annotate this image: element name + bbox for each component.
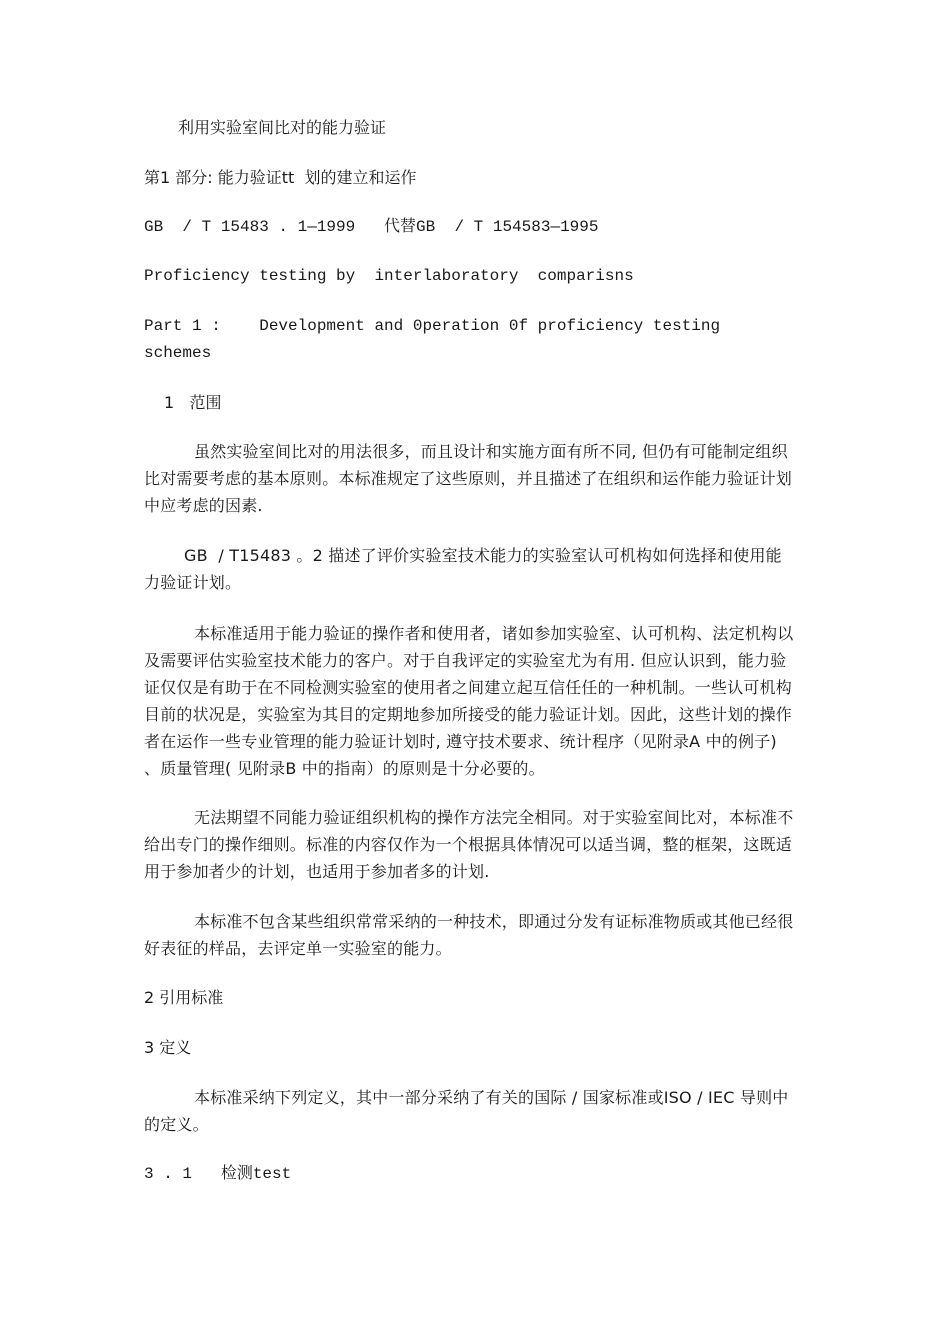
english-title: Proficiency testing by interlaboratory comparisns — [144, 267, 634, 285]
section-1-paragraph-4: 无法期望不同能力验证组织机构的操作方法完全相同。对于实验室间比对，本标准不给出专门的操作细则。标准的内容仅作为一个根据具体情况可以适当调，整的框架，这既适用于参加者少的计划，也适用于参加者多的计划. — [144, 808, 794, 881]
section-1-paragraph-1: 虽然实验室间比对的用法很多，而且设计和实施方面有所不同, 但仍有可能制定组织比对需要考虑的基本原则。本标准规定了这些原则，并且描述了在组织和运作能力验证计划中应考虑的因素. — [144, 442, 793, 515]
section-2-heading: 2 引用标准 — [144, 988, 224, 1007]
section-1-paragraph-5: 本标准不包含某些组织常常采纳的一种技术，即通过分发有证标准物质或其他已经很好表征的样品，去评定单一实验室的能力。 — [144, 912, 794, 958]
english-part-title: Part 1 : Development and 0peration 0f proficiency testing schemes — [144, 317, 730, 362]
section-1-paragraph-2: GB / T15483 。2 描述了评价实验室技术能力的实验室认可机构如何选择和使用能力验证计划。 — [144, 546, 782, 592]
standard-number: GB / T 15483 . 1—1999 代替GB / T 154583—1995 — [144, 218, 599, 236]
section-3-heading: 3 定义 — [144, 1038, 192, 1057]
document-part-title: 第1 部分: 能力验证tt 划的建立和运作 — [144, 168, 417, 187]
section-3-1-heading: 3 . 1 检测test — [144, 1165, 292, 1183]
section-1-heading: 1 范围 — [164, 393, 222, 412]
section-3-paragraph-1: 本标准采纳下列定义，其中一部分采纳了有关的国际 / 国家标准或ISO / IEC 导则中的定义。 — [144, 1088, 789, 1134]
section-1-paragraph-3: 本标准适用于能力验证的操作者和使用者，诸如参加实验室、认可机构、法定机构以及需要评估实验室技术能力的客户。对于自我评定的实验室尤为有用. 但应认识到，能力验证仅仅是有助于在不同检测实验室的使用者之间建立起互信任任的一种机制。一些认可机构目前的状况是，实验室为其目的定期地参加所接受的能力验证计划。因此，这些计划的操作者在运作一些专业管理的能力验证计划时, 遵守技术要求、统计程序（见附录A 中的例子) 、质量管理( 见附录B 中的指南）的原则是十分必要的。 — [144, 624, 794, 778]
document-title: 利用实验室间比对的能力验证 — [178, 118, 387, 137]
